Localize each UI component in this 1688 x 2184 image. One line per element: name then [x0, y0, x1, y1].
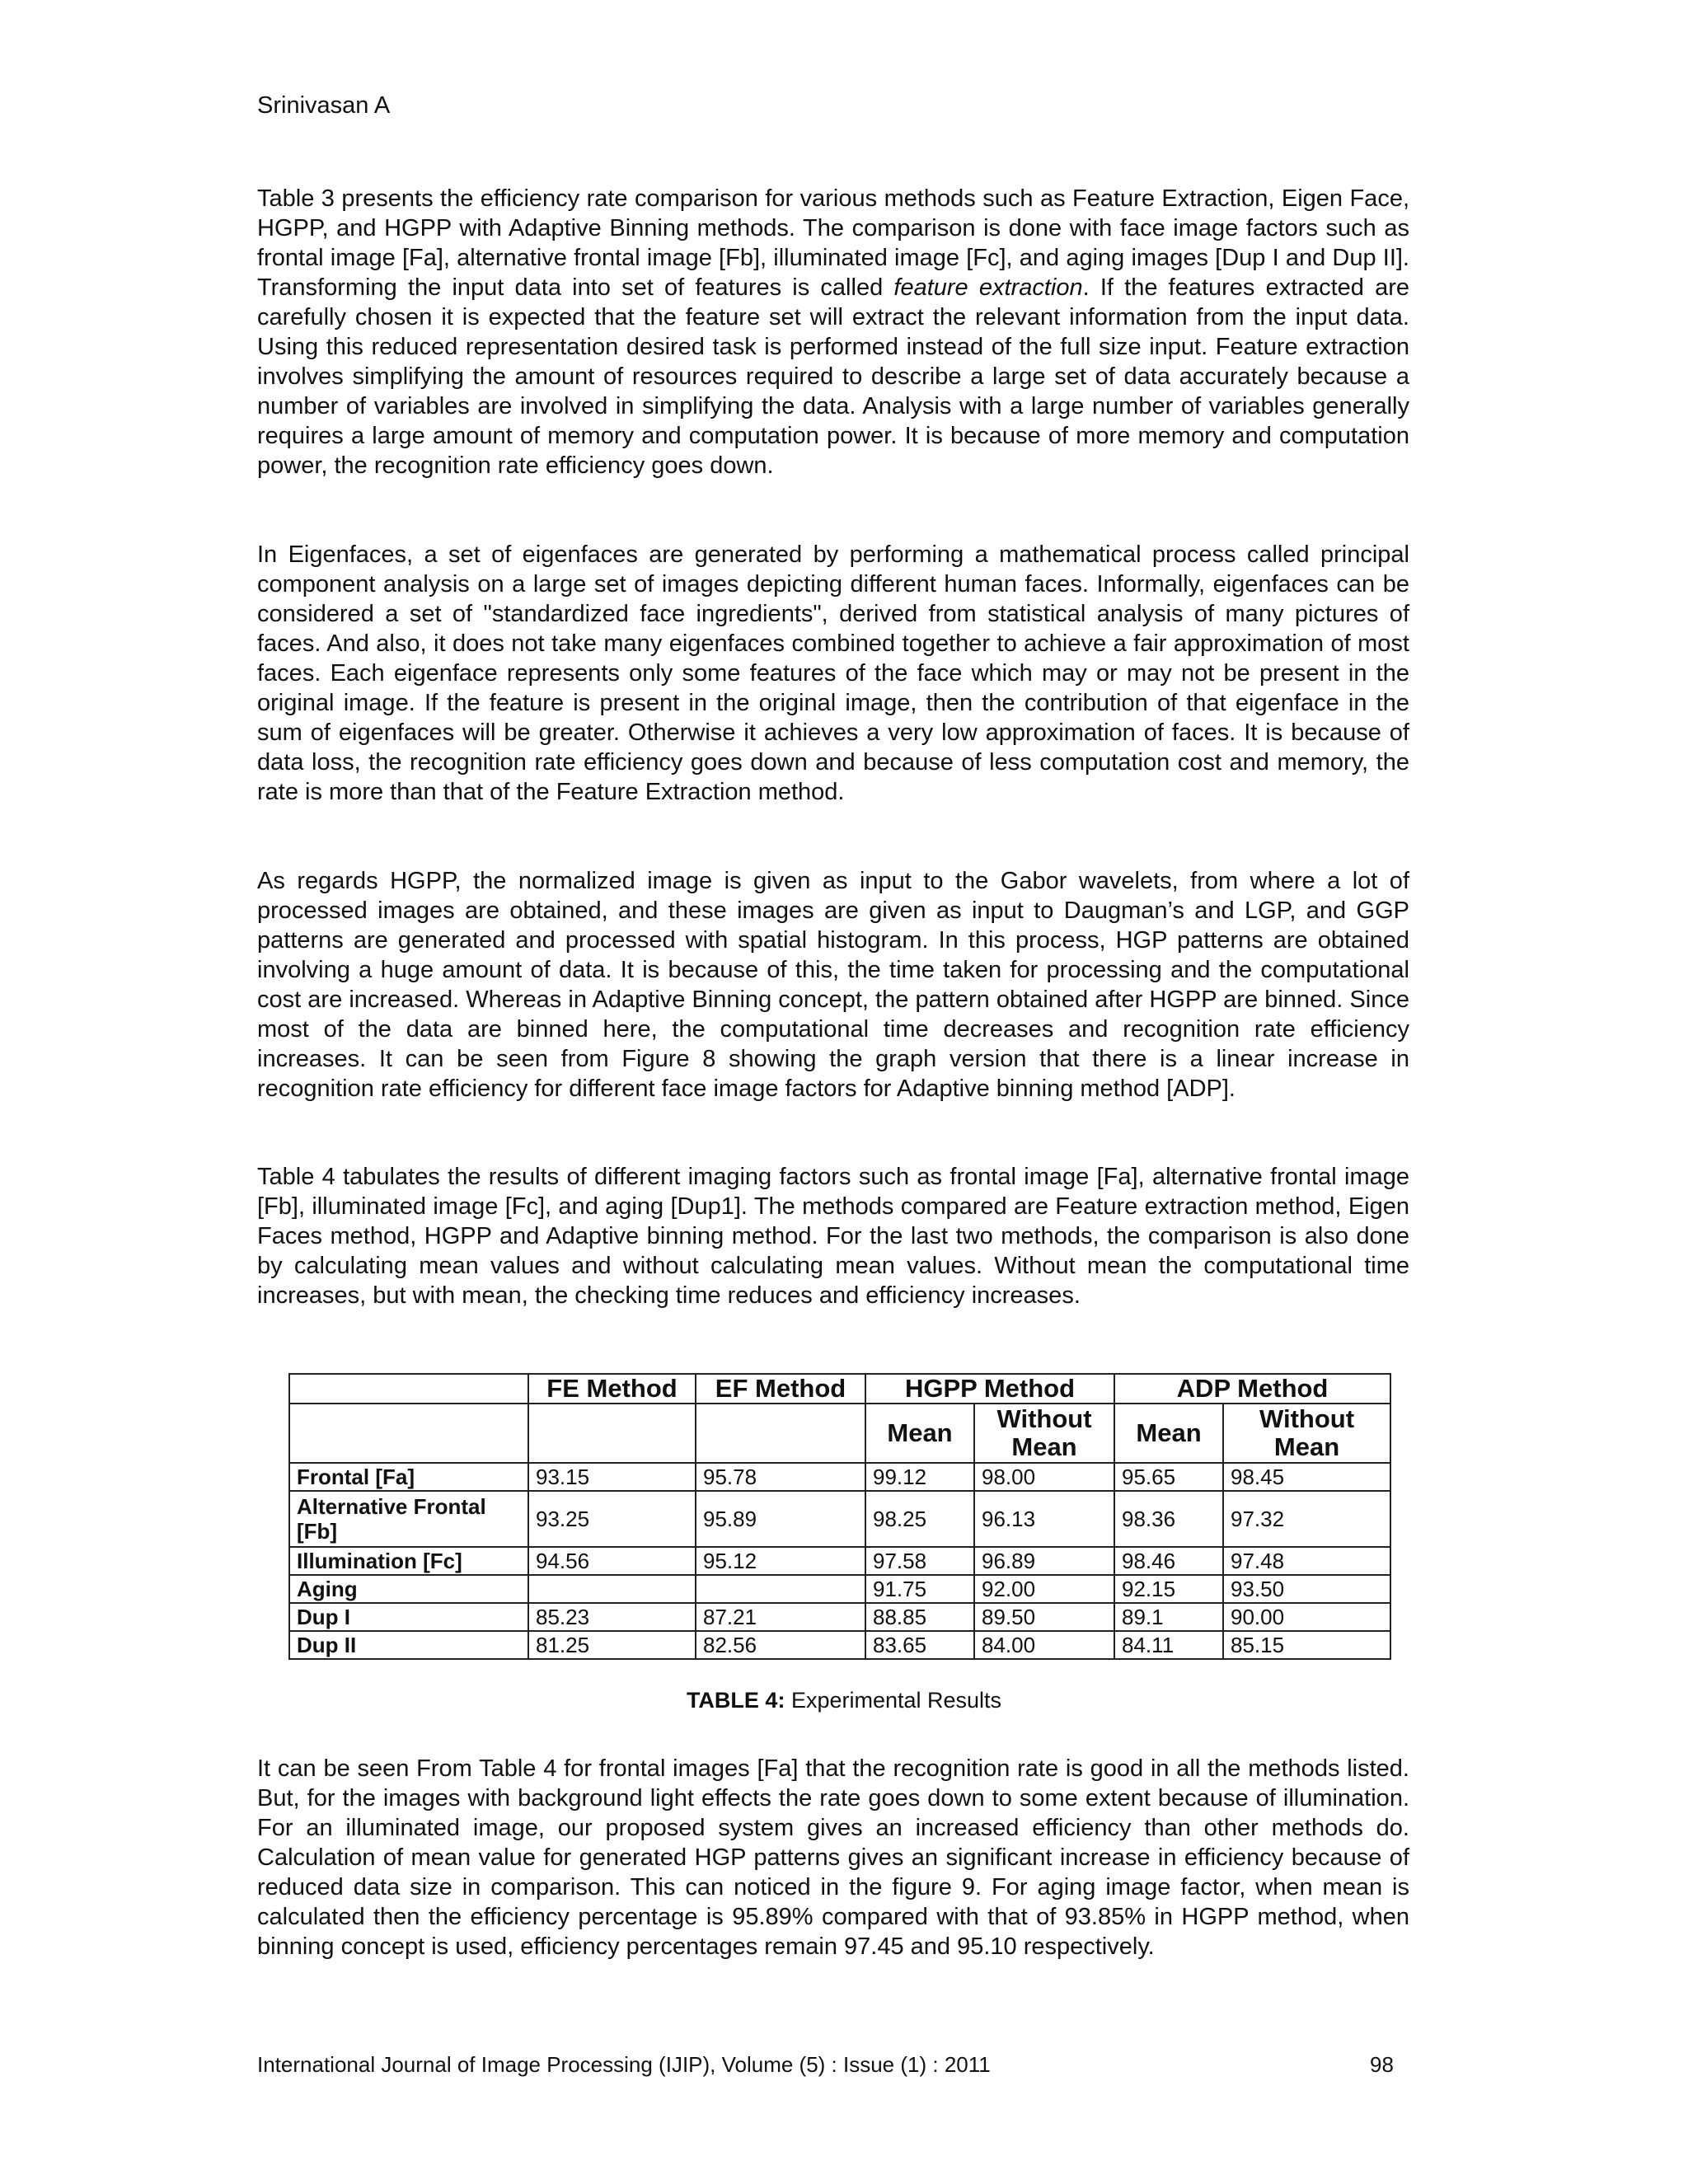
footer-journal: International Journal of Image Processing (IJIP), Volume (5) : Issue (1) : 2011: [257, 2052, 991, 2077]
cell-adp-mean: 95.65: [1114, 1463, 1223, 1491]
table-row: [289, 1547, 1390, 1575]
paragraph-table4-intro: Table 4 tabulates the results of different imaging factors such as frontal image [Fa], alternative frontal image [Fb], illuminated image [Fc], and aging [Dup1]. The methods compared are Feature extraction method, Eigen Faces method, HGPP and Adaptive binning method. For the last two methods, the comparison is also done by calculating mean values and without calculating mean values. Without mean the computational time increases, but with mean, the checking time reduces and efficiency increases.: [257, 1164, 1409, 1309]
cell-adp-mean: 98.46: [1114, 1547, 1223, 1575]
subheader-without: Without: [1259, 1404, 1355, 1433]
cell-fe: 93.15: [528, 1463, 696, 1491]
row-label-line: Alternative Frontal: [297, 1494, 486, 1519]
cell-fe: 85.23: [528, 1603, 696, 1631]
cell-hgpp-without: 89.50: [974, 1603, 1114, 1631]
row-label: Frontal [Fa]: [289, 1463, 528, 1491]
cell-adp-without: 90.00: [1223, 1603, 1390, 1631]
header-ef-method: EF Method: [696, 1374, 865, 1404]
subheader-adp-mean: Mean: [1114, 1404, 1223, 1463]
header-adp-method: ADP Method: [1114, 1374, 1390, 1404]
cell-hgpp-without: 92.00: [974, 1575, 1114, 1603]
cell-fe: 94.56: [528, 1547, 696, 1575]
table-row: [289, 1491, 1390, 1547]
row-label: [289, 1491, 528, 1547]
page-number: 98: [1370, 2052, 1394, 2077]
table-subheader-row: [289, 1404, 1390, 1463]
table-row: [289, 1603, 1390, 1631]
cell-hgpp-mean: 83.65: [865, 1631, 974, 1659]
subheader-empty-cell: [289, 1404, 528, 1463]
paragraph-text: Table 3 presents the efficiency rate comparison for various methods such as Feature Extraction, Eigen Face, HGPP, and HGPP with Adaptive Binning methods. The comparison is done with face image factors such as frontal image [Fa], alternative frontal image [Fb], illuminated image [Fc], and aging images [Dup I and Dup II]. Transforming the input data into set of features is called: [257, 185, 1409, 301]
cell-ef: [696, 1575, 865, 1603]
table-row: [289, 1631, 1390, 1659]
cell-ef: 95.12: [696, 1547, 865, 1575]
cell-fe: [528, 1575, 696, 1603]
subheader-empty-cell: [696, 1404, 865, 1463]
cell-hgpp-mean: 98.25: [865, 1491, 974, 1547]
subheader-empty-cell: [528, 1404, 696, 1463]
row-label: Aging: [289, 1575, 528, 1603]
cell-ef: 95.78: [696, 1463, 865, 1491]
cell-hgpp-mean: 91.75: [865, 1575, 974, 1603]
cell-hgpp-without: 84.00: [974, 1631, 1114, 1659]
paragraph-hgpp: As regards HGPP, the normalized image is given as input to the Gabor wavelets, from where a lot of processed images are obtained, and these images are given as input to Daugman’s and LGP, and GGP patterns are generated and processed with spatial histogram. In this process, HGP patterns are obtained involving a huge amount of data. It is because of this, the time taken for processing and the computational cost are increased. Whereas in Adaptive Binning concept, the pattern obtained after HGPP are binned. Since most of the data are binned here, the computational time decreases and recognition rate efficiency increases. It can be seen from Figure 8 showing the graph version that there is a linear increase in recognition rate efficiency for different face image factors for Adaptive binning method [ADP].: [257, 868, 1409, 1102]
cell-hgpp-mean: 88.85: [865, 1603, 974, 1631]
table-header-row: [289, 1374, 1390, 1404]
header-hgpp-method: HGPP Method: [865, 1374, 1114, 1404]
table-caption: [0, 1688, 1688, 1713]
cell-adp-mean: 98.36: [1114, 1491, 1223, 1547]
cell-adp-mean: 84.11: [1114, 1631, 1223, 1659]
subheader-mean: Mean: [1011, 1432, 1077, 1461]
subheader-hgpp-without-mean: [974, 1404, 1114, 1463]
emphasis-term: feature extraction: [893, 274, 1083, 301]
cell-adp-without: 97.48: [1223, 1547, 1390, 1575]
table-row: [289, 1463, 1390, 1491]
cell-adp-without: 98.45: [1223, 1463, 1390, 1491]
header-empty-cell: [289, 1374, 528, 1404]
subheader-without: Without: [996, 1404, 1092, 1433]
cell-adp-mean: 92.15: [1114, 1575, 1223, 1603]
cell-adp-mean: 89.1: [1114, 1603, 1223, 1631]
cell-ef: 87.21: [696, 1603, 865, 1631]
cell-ef: 82.56: [696, 1631, 865, 1659]
caption-text: Experimental Results: [785, 1688, 1002, 1713]
row-label: Illumination [Fc]: [289, 1547, 528, 1575]
paragraph-table3-intro: [257, 184, 1409, 480]
paragraph-table4-discussion: It can be seen From Table 4 for frontal images [Fa] that the recognition rate is good in all the methods listed. But, for the images with background light effects the rate goes down to some extent because of illumination. For an illuminated image, our proposed system gives an increased efficiency than other methods do. Calculation of mean value for generated HGP patterns gives an significant increase in efficiency because of reduced data size in comparison. This can noticed in the figure 9. For aging image factor, when mean is calculated then the efficiency percentage is 95.89% compared with that of 93.85% in HGPP method, when binning concept is used, efficiency percentages remain 97.45 and 95.10 respectively.: [257, 1755, 1409, 1960]
cell-hgpp-mean: 99.12: [865, 1463, 974, 1491]
cell-adp-without: 93.50: [1223, 1575, 1390, 1603]
cell-hgpp-without: 96.13: [974, 1491, 1114, 1547]
cell-hgpp-mean: 97.58: [865, 1547, 974, 1575]
cell-adp-without: 97.32: [1223, 1491, 1390, 1547]
header-fe-method: FE Method: [528, 1374, 696, 1404]
caption-label: TABLE 4:: [686, 1688, 785, 1713]
cell-fe: 93.25: [528, 1491, 696, 1547]
running-head-author: Srinivasan A: [257, 92, 391, 119]
row-label: Dup I: [289, 1603, 528, 1631]
paragraph-eigenfaces: In Eigenfaces, a set of eigenfaces are generated by performing a mathematical process called principal component analysis on a large set of images depicting different human faces. Informally, eigenfaces can be considered a set of "standardized face ingredients", derived from statistical analysis of many pictures of faces. And also, it does not take many eigenfaces combined together to achieve a fair approximation of most faces. Each eigenface represents only some features of the face which may or may not be present in the original image. If the feature is present in the original image, then the contribution of that eigenface in the sum of eigenfaces will be greater. Otherwise it achieves a very low approximation of faces. It is because of data loss, the recognition rate efficiency goes down and because of less computation cost and memory, the rate is more than that of the Feature Extraction method.: [257, 541, 1409, 805]
cell-ef: 95.89: [696, 1491, 865, 1547]
row-label-line: [Fb]: [297, 1519, 338, 1544]
subheader-adp-without-mean: [1223, 1404, 1390, 1463]
subheader-mean: Mean: [1273, 1432, 1340, 1461]
cell-adp-without: 85.15: [1223, 1631, 1390, 1659]
paragraph-text: . If the features extracted are carefully chosen it is expected that the feature set will extract the relevant information from the input data. Using this reduced representation desired task is performed instead of the full size input. Feature extraction involves simplifying the amount of resources required to describe a large set of data accurately because a number of variables are involved in simplifying the data. Analysis with a large number of variables generally requires a large amount of memory and computation power. It is because of more memory and computation power, the recognition rate efficiency goes down.: [257, 274, 1409, 479]
row-label: Dup II: [289, 1631, 528, 1659]
cell-fe: 81.25: [528, 1631, 696, 1659]
cell-hgpp-without: 96.89: [974, 1547, 1114, 1575]
subheader-hgpp-mean: Mean: [865, 1404, 974, 1463]
table-row: [289, 1575, 1390, 1603]
results-table: [288, 1373, 1391, 1660]
cell-hgpp-without: 98.00: [974, 1463, 1114, 1491]
